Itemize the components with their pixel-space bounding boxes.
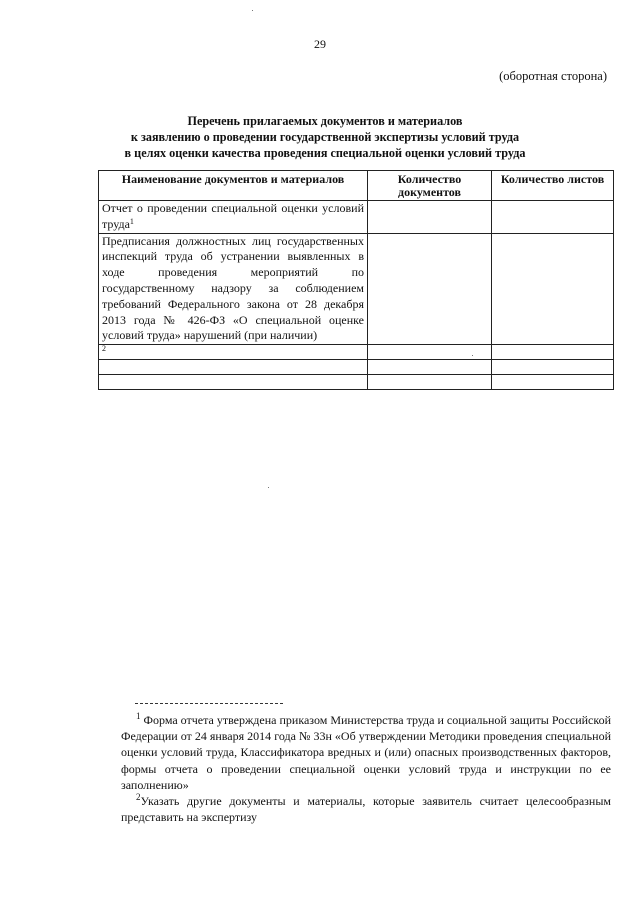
row-1-text: Отчет о проведении специальной оценки условий труда <box>102 201 364 231</box>
table-header-row <box>99 171 614 201</box>
title-line-1: Перечень прилагаемых документов и материалов <box>187 114 463 128</box>
row-4-name <box>99 360 368 375</box>
scan-speck <box>252 10 253 11</box>
row-5-sheet-count <box>492 375 614 390</box>
row-2-sheet-count <box>492 233 614 345</box>
row-3-sheet-count <box>492 345 614 360</box>
header-sheet-count: Количество листов <box>492 171 614 201</box>
table-row <box>99 201 614 234</box>
footnote-1-mark: 1 <box>136 711 141 721</box>
footnote-1-text: Форма отчета утверждена приказом Министерства труда и социальной защиты Российской Федерации от 24 января 2014 года № 33н «Об утверждении Методики проведения специальной оценки условий труда, Классификатора вредных и (или) опасных производственных факторов, формы отчета о проведении специальной оценки условий труда и инструкции по ее заполнению» <box>121 713 612 792</box>
row-1-name <box>99 201 368 234</box>
row-2-name: Предписания должностных лиц государственных инспекций труда об устранении выявленных в ходе проведения мероприятий по государственному надзору за соблюдением требований Федерального закона от 28 декабря 2013 года № 426-ФЗ «О специальной оценке условий труда» нарушений (при наличии) <box>99 233 368 345</box>
footnote-2 <box>121 793 611 825</box>
header-name: Наименование документов и материалов <box>99 171 368 201</box>
row-5-name <box>99 375 368 390</box>
title-line-3: в целях оценки качества проведения специальной оценки условий труда <box>124 146 526 160</box>
footnote-2-mark: 2 <box>136 792 141 803</box>
row-2-doc-count <box>368 233 492 345</box>
table-row <box>99 375 614 390</box>
footnote-2-text: Указать другие документы и материалы, которые заявитель считает целесообразным представить на экспертизу <box>121 794 611 825</box>
table-row <box>99 233 614 345</box>
row-1-sheet-count <box>492 201 614 234</box>
footnote-1 <box>121 712 611 793</box>
row-4-doc-count <box>368 360 492 375</box>
row-5-doc-count <box>368 375 492 390</box>
page-number: 29 <box>314 37 326 51</box>
title-line-2: к заявлению о проведении государственной экспертизы условий труда <box>130 130 520 144</box>
table-row <box>99 345 614 360</box>
footnote-separator <box>135 703 283 704</box>
documents-table <box>98 170 614 390</box>
footnote-ref-1: 1 <box>129 216 134 226</box>
header-doc-count: Количество документов <box>368 171 492 201</box>
footnotes <box>121 712 611 825</box>
scan-speck <box>268 487 269 488</box>
row-1-doc-count <box>368 201 492 234</box>
scan-speck <box>472 355 473 356</box>
table-row <box>99 360 614 375</box>
document-title <box>90 113 560 161</box>
footnote-ref-2: 2 <box>102 344 106 354</box>
side-note: (оборотная сторона) <box>499 69 607 83</box>
row-3-name <box>99 345 368 360</box>
row-4-sheet-count <box>492 360 614 375</box>
row-3-doc-count <box>368 345 492 360</box>
